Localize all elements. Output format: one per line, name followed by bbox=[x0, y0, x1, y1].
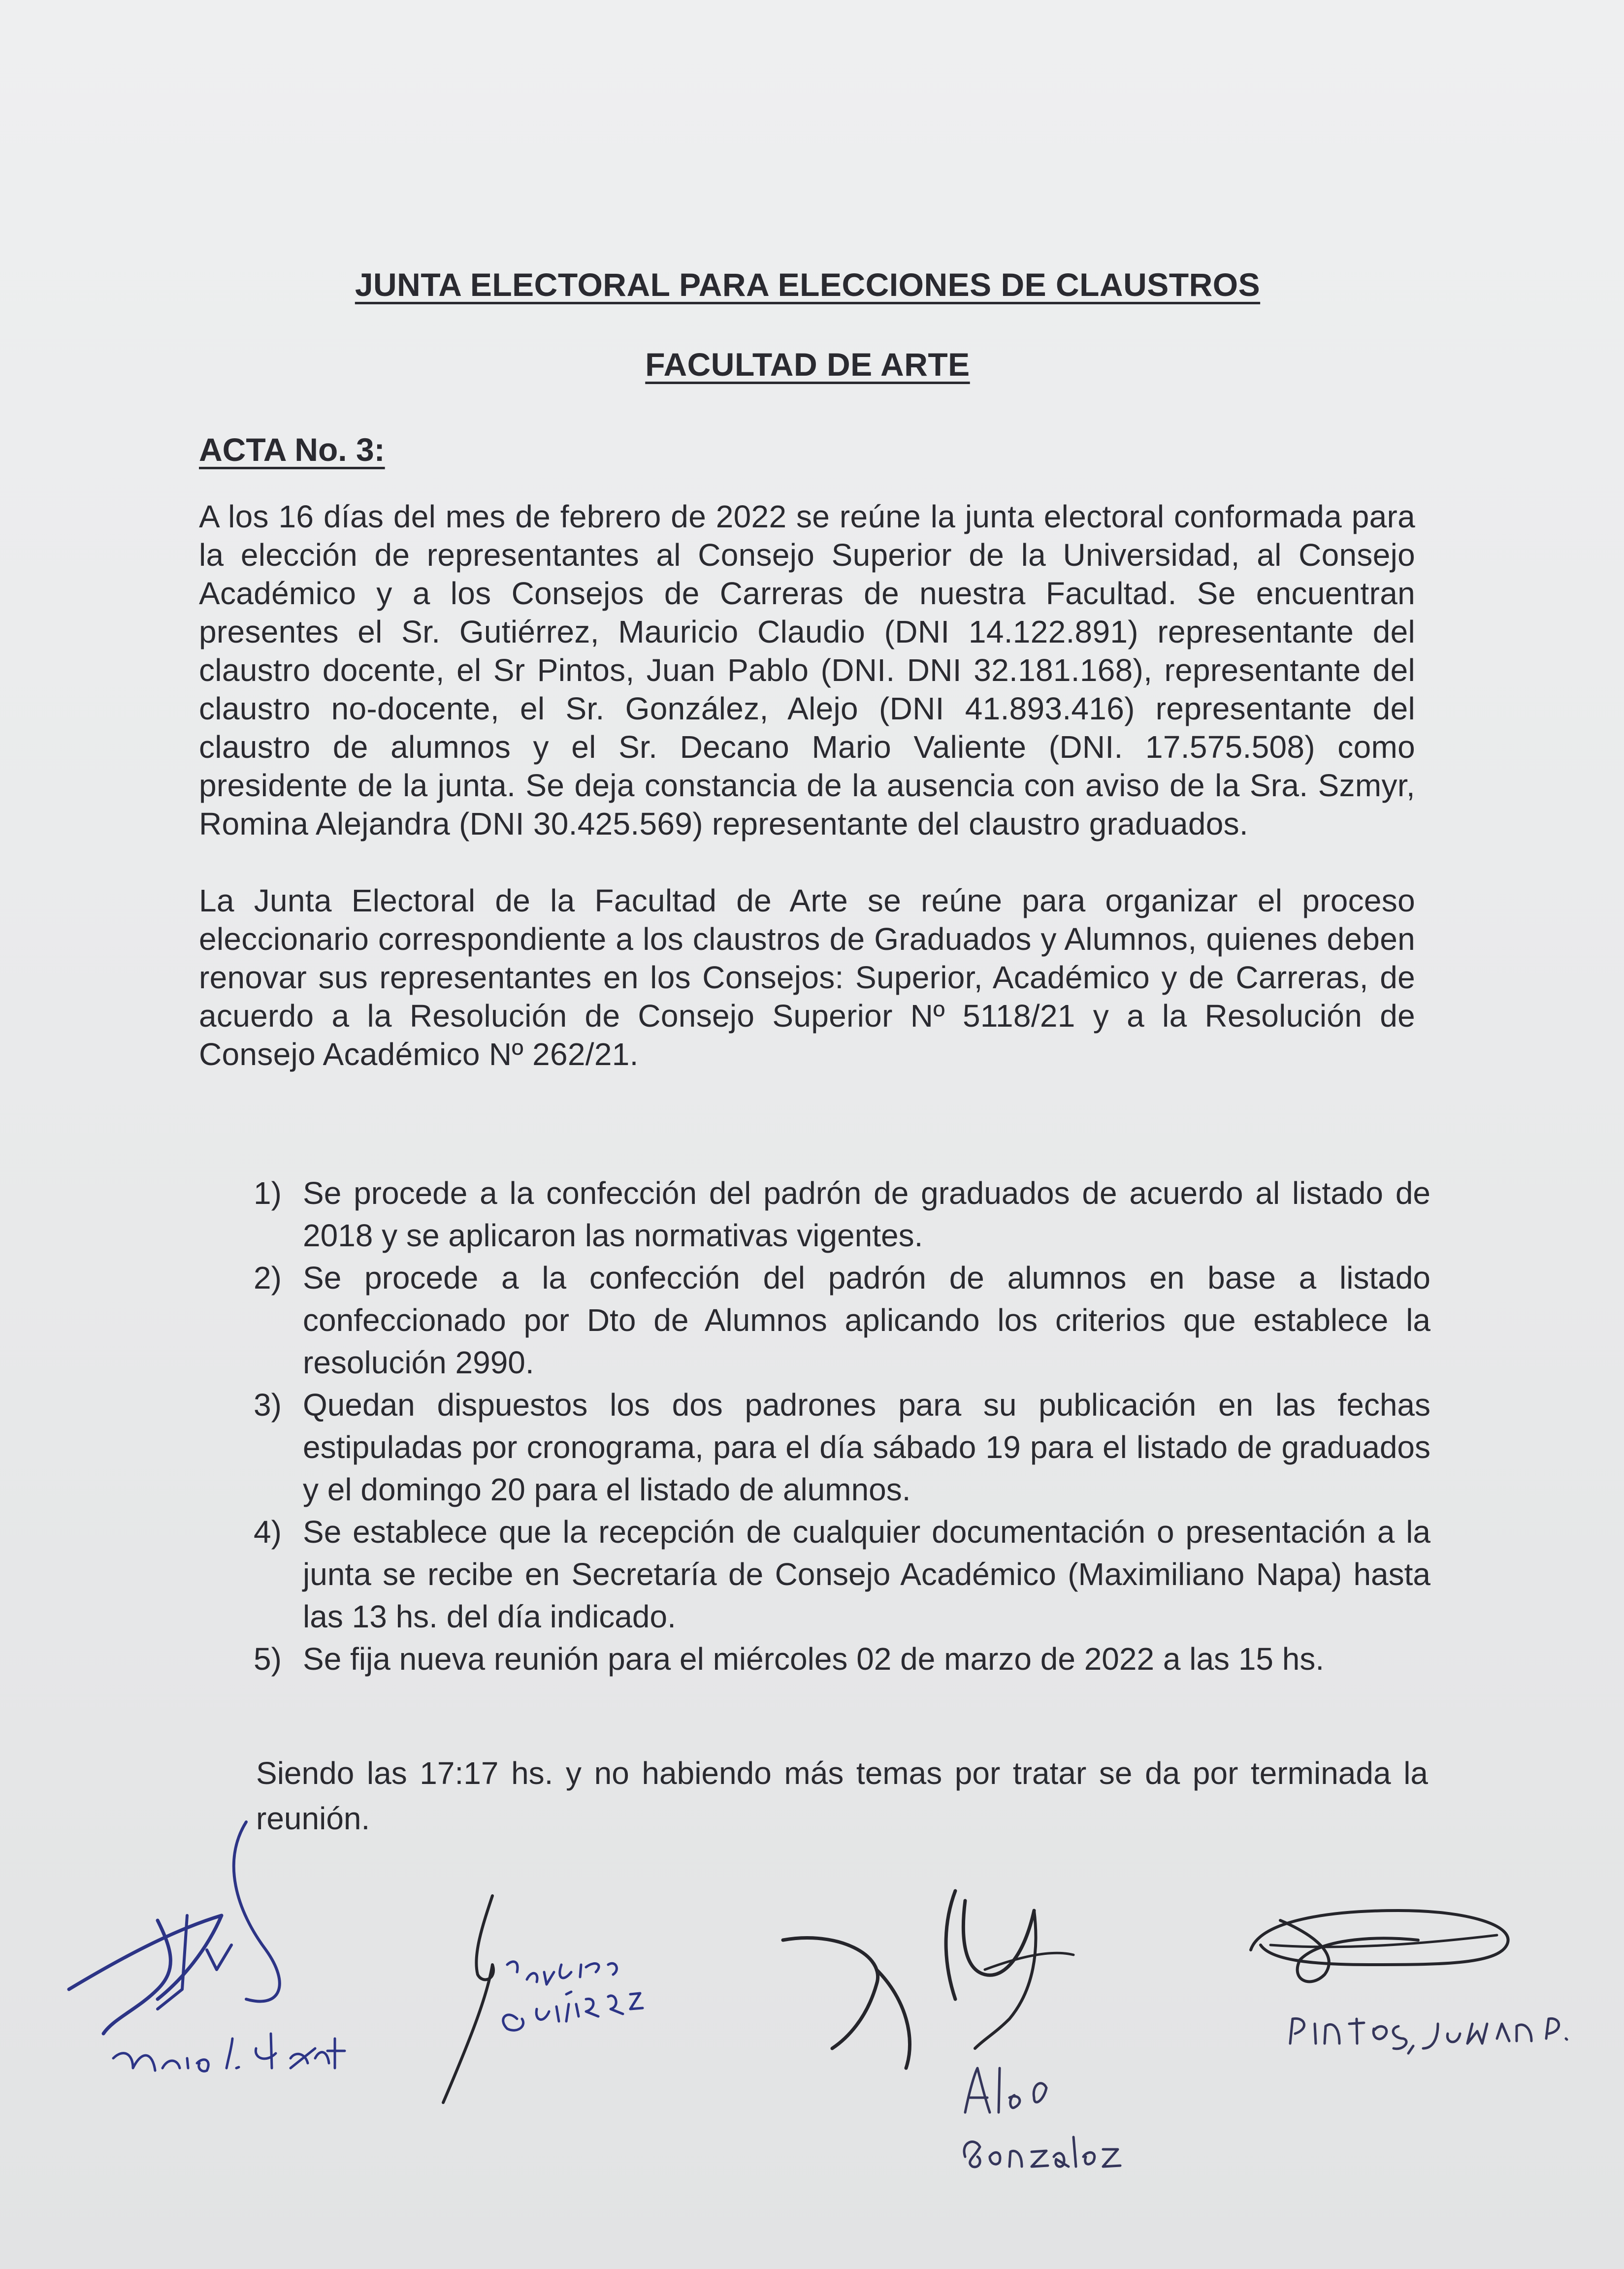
list-item-number: 2) bbox=[254, 1260, 282, 1296]
document-subtitle: FACULTAD DE ARTE bbox=[645, 346, 970, 383]
signature-gonzalez bbox=[778, 1881, 1133, 2186]
acta-label: ACTA No. 3: bbox=[199, 431, 385, 468]
list-item-number: 4) bbox=[254, 1514, 282, 1550]
list-item-number: 3) bbox=[254, 1387, 282, 1423]
signature-pintos bbox=[1241, 1891, 1595, 2088]
paragraph-purpose: La Junta Electoral de la Facultad de Arte se reúne para organizar el proceso eleccionario correspondiente a los claustros de Graduados y Alumnos, quienes deben renovar sus representantes en los Consejos: Superior, Académico y de Carreras, de acuerdo a la Resolución de Consejo Superior Nº 5118/21 y a la Resolución de Consejo Académico Nº 262/21. bbox=[199, 883, 1415, 1072]
signature-gutierrez bbox=[433, 1886, 748, 2122]
list-item-number: 5) bbox=[254, 1641, 282, 1677]
list-item-text: Se procede a la confección del padrón de alumnos en base a listado confeccionado por Dto de Alumnos aplicando los criterios que establece la resolución 2990. bbox=[303, 1260, 1430, 1380]
list-item bbox=[254, 1384, 1430, 1511]
list-item-text: Se establece que la recepción de cualquier documentación o presentación a la junta se recibe en Secretaría de Consejo Académico (Maximiliano Napa) hasta las 13 hs. del día indicado. bbox=[303, 1514, 1430, 1634]
list-item-text: Se fija nueva reunión para el miércoles 02 de marzo de 2022 a las 15 hs. bbox=[303, 1641, 1325, 1677]
closing-paragraph: Siendo las 17:17 hs. y no habiendo más temas por tratar se da por terminada la reunión. bbox=[256, 1755, 1428, 1836]
list-item bbox=[254, 1638, 1430, 1680]
resolutions-list bbox=[254, 1172, 1430, 1680]
list-item-number: 1) bbox=[254, 1175, 282, 1211]
list-item-text: Quedan dispuestos los dos padrones para su publicación en las fechas estipuladas por cronograma, para el día sábado 19 para el listado de graduados y el domingo 20 para el listado de alumnos. bbox=[303, 1387, 1430, 1507]
list-item-text: Se procede a la confección del padrón de graduados de acuerdo al listado de 2018 y se aplicaron las normativas vigentes. bbox=[303, 1175, 1430, 1253]
list-item bbox=[254, 1172, 1430, 1257]
document-title: JUNTA ELECTORAL PARA ELECCIONES DE CLAUSTROS bbox=[355, 266, 1261, 303]
signature-valiente bbox=[59, 1802, 374, 2107]
list-item bbox=[254, 1257, 1430, 1384]
list-item bbox=[254, 1511, 1430, 1638]
paragraph-attendance: A los 16 días del mes de febrero de 2022 se reúne la junta electoral conformada para la elección de representantes al Consejo Superior de la Universidad, al Consejo Académico y a los Consejos de Carreras de nuestra Facultad. Se encuentran presentes el Sr. Gutiérrez, Mauricio Claudio (DNI 14.122.891) representante del claustro docente, el Sr Pintos, Juan Pablo (DNI. DNI 32.181.168), representante del claustro no-docente, el Sr. González, Alejo (DNI 41.893.416) representante del claustro de alumnos y el Sr. Decano Mario Valiente (DNI. 17.575.508) como presidente de la junta. Se deja constancia de la ausencia con aviso de la Sra. Szmyr, Romina Alejandra (DNI 30.425.569) representante del claustro graduados. bbox=[199, 499, 1415, 842]
